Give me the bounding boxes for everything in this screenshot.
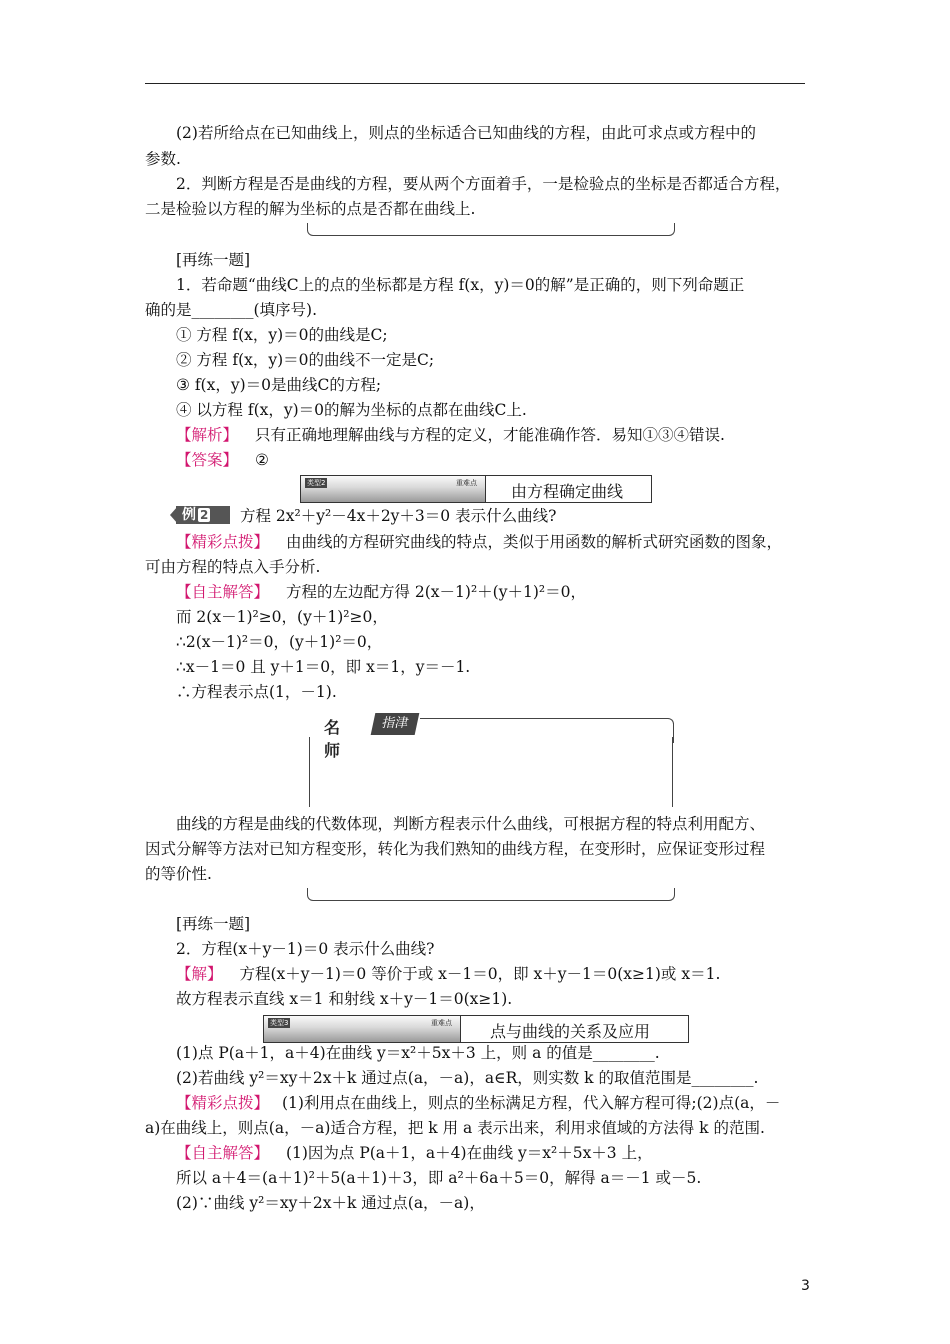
text-line: (2)若曲线 y²＝xy＋2x＋k 通过点(a，－a)，a∈R，则实数 k 的取值范围是________. (176, 1069, 759, 1087)
hint-label: 【精彩点拨】 (176, 533, 270, 551)
badge-arrow-icon (170, 506, 178, 524)
type3-tag2: 重难点 (431, 1019, 452, 1027)
hint-line (176, 1093, 780, 1113)
solution-text: (1)因为点 P(a＋1，a＋4)在曲线 y＝x²＋5x＋3 上， (285, 1144, 653, 1162)
type2-title: 由方程确定曲线 (511, 482, 624, 501)
text-line: 参数. (145, 150, 181, 168)
page-number: 3 (801, 1278, 810, 1294)
text-line: 因式分解等方法对已知方程变形，转化为我们熟知的曲线方程，在变形时，应保证变形过程 (145, 840, 766, 858)
option-1: ① 方程 f(x，y)＝0的曲线是C; (176, 326, 388, 344)
hint-text: 由曲线的方程研究曲线的特点，类似于用函数的解析式研究函数的图象， (285, 533, 782, 551)
text-line: ∴x－1＝0 且 y＋1＝0，即 x＝1，y＝－1. (176, 658, 471, 676)
option-4: ④ 以方程 f(x，y)＝0的解为坐标的点都在曲线C上. (176, 401, 527, 419)
tip-frame-sides (309, 737, 673, 807)
example-question: 方程 2x²＋y²－4x＋2y＋3＝0 表示什么曲线? (240, 507, 557, 525)
solution-line (176, 1143, 653, 1163)
text-line: ∴方程表示点(1，－1). (176, 683, 337, 701)
solution-label: 【解】 (176, 965, 223, 983)
text-line: a)在曲线上，则点(a，－a)适合方程，把 k 用 a 表示出来，利用求值域的方法得 k 的范围. (145, 1119, 765, 1137)
type3-banner (263, 1015, 689, 1043)
text-line: 而 2(x－1)²≥0，(y＋1)²≥0， (176, 608, 388, 626)
text-line: 的等价性. (145, 865, 212, 883)
example-number: 2 (200, 508, 209, 522)
example-label: 例 (182, 507, 196, 523)
text-line: 2．方程(x＋y－1)＝0 表示什么曲线? (176, 940, 435, 958)
type3-tag: 类型3 (270, 1019, 289, 1027)
analysis-label: 【解析】 (176, 426, 239, 444)
type2-banner (300, 475, 652, 503)
text-line: 确的是________(填序号). (145, 301, 318, 319)
tip-label-a: 名师 (324, 718, 341, 760)
type3-title: 点与曲线的关系及应用 (490, 1022, 651, 1041)
text-line: 所以 a＋4＝(a＋1)²＋5(a＋1)＋3，即 a²＋6a＋5＝0，解得 a＝－1 或－5. (176, 1169, 702, 1187)
solution-line (176, 582, 586, 602)
box-frame-bottom (307, 888, 675, 901)
analysis-text: 只有正确地理解曲线与方程的定义，才能准确作答．易知①③④错误. (254, 426, 725, 444)
answer-line (176, 450, 269, 470)
text-line: 1．若命题“曲线C上的点的坐标都是方程 f(x，y)＝0的解”是正确的，则下列命题正 (176, 276, 745, 294)
type2-tag: 类型2 (307, 479, 326, 487)
solution-label: 【自主解答】 (176, 583, 270, 601)
solution-line (176, 964, 720, 984)
answer-label: 【答案】 (176, 451, 239, 469)
type3-bar (264, 1016, 461, 1042)
text-line: (1)点 P(a＋1，a＋4)在曲线 y＝x²＋5x＋3 上，则 a 的值是________. (176, 1044, 660, 1062)
practice-heading: [再练一题] (176, 251, 251, 269)
text-line: (2)∵曲线 y²＝xy＋2x＋k 通过点(a，－a)， (176, 1194, 485, 1212)
analysis-line (176, 425, 725, 445)
text-line: 2．判断方程是否是曲线的方程，要从两个方面着手，一是检验点的坐标是否都适合方程， (176, 175, 791, 193)
text-line: 故方程表示直线 x＝1 和射线 x＋y－1＝0(x≥1). (176, 990, 513, 1008)
text-line: (2)若所给点在已知曲线上，则点的坐标适合已知曲线的方程，由此可求点或方程中的 (176, 124, 756, 142)
solution-text: 方程(x＋y－1)＝0 等价于或 x－1＝0，即 x＋y－1＝0(x≥1)或 x＝1. (239, 965, 721, 983)
option-3: ③ f(x，y)＝0是曲线C的方程; (176, 376, 382, 394)
example-badge (176, 506, 230, 524)
hint-line (176, 532, 782, 552)
text-line: 曲线的方程是曲线的代数体现，判断方程表示什么曲线，可根据方程的特点利用配方、 (176, 815, 766, 833)
answer-text: ② (254, 451, 269, 469)
hint-label: 【精彩点拨】 (176, 1094, 270, 1112)
solution-text: 方程的左边配方得 2(x－1)²＋(y＋1)²＝0， (285, 583, 586, 601)
text-line: 二是检验以方程的解为坐标的点是否都在曲线上. (145, 200, 476, 218)
option-2: ② 方程 f(x，y)＝0的曲线不一定是C; (176, 351, 435, 369)
tip-label-b: 指津 (371, 713, 420, 735)
hint-text: (1)利用点在曲线上，则点的坐标满足方程，代入解方程可得;(2)点(a，－ (281, 1094, 781, 1112)
type2-bar (301, 476, 486, 502)
text-line: 可由方程的特点入手分析. (145, 558, 321, 576)
header-rule (145, 83, 805, 84)
practice-heading: [再练一题] (176, 915, 251, 933)
text-line: ∴2(x－1)²＝0，(y＋1)²＝0， (176, 633, 383, 651)
solution-label: 【自主解答】 (176, 1144, 270, 1162)
type2-tag2: 重难点 (456, 479, 477, 487)
box-frame-bottom (307, 223, 675, 236)
